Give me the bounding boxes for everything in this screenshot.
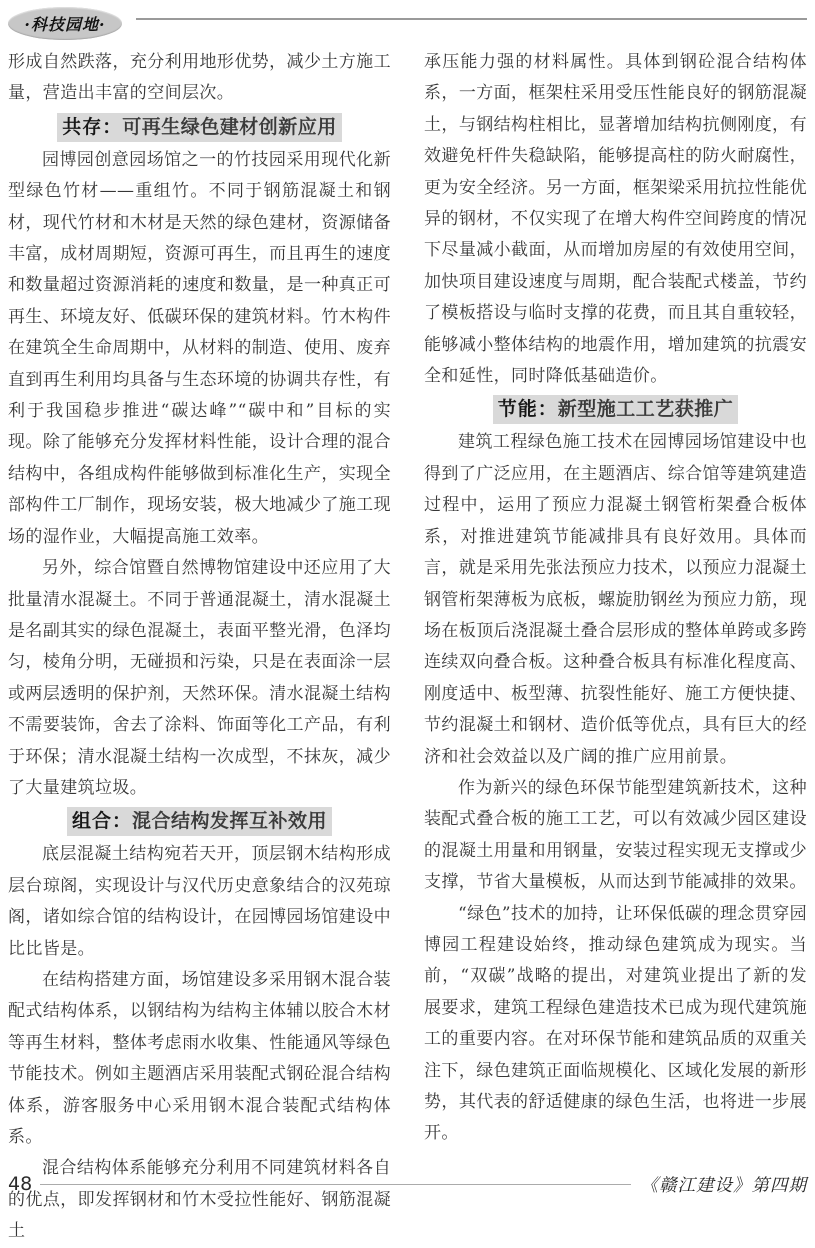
header-rule bbox=[136, 18, 807, 20]
paragraph: 形成自然跌落，充分利用地形优势，减少土方施工量，营造出丰富的空间层次。 bbox=[8, 52, 391, 104]
paragraph: “绿色”技术的加持，让环保低碳的理念贯穿园博园工程建设始终，推动绿色建筑成为现实。当前，“双碳”战略的提出，对建筑业提出了新的发展要求，建筑工程绿色建造技术已成为现代建筑施工的重要内容。在对环保节能和建筑品质的双重关注下，绿色建筑正面临规模化、区域化发展的新形势，其代表的舒适健康的绿色生活，也将进一步展开。 bbox=[424, 903, 807, 1144]
section-heading-energy bbox=[424, 394, 807, 425]
paragraph: 另外，综合馆暨自然博物馆建设中还应用了大批量清水混凝土。不同于普通混凝土，清水混凝土是名副其实的绿色混凝土，表面平整光滑，色泽均匀，棱角分明，无碰损和污染，只是在表面涂一层或两层透明的保护剂，天然环保。清水混凝土结构不需要装饰，舍去了涂料、饰面等化工产品，有利于环保；清水混凝土结构一次成型，不抹灰，减少了大量建筑垃圾。 bbox=[8, 558, 391, 798]
heading-title: 新型施工工艺获推广 bbox=[557, 398, 734, 421]
heading-title: 混合结构发挥互补效用 bbox=[132, 810, 328, 833]
paragraph: 在结构搭建方面，场馆建设多采用钢木混合装配式结构体系，以钢结构为结构主体辅以胶合木材等再生材料，整体考虑雨水收集、性能通风等绿色节能技术。例如主题酒店采用装配式钢砼混合结构体系，游客服务中心采用钢木混合装配式结构体系。 bbox=[8, 969, 391, 1147]
heading-prefix: 节能： bbox=[497, 398, 558, 421]
paragraph: 建筑工程绿色施工技术在园博园场馆建设中也得到了广泛应用，在主题酒店、综合馆等建筑建造过程中，运用了预应力混凝土钢管桁架叠合板体系，对推进建筑节能减排具有良好效用。具体而言，就是采用先张法预应力技术，以预应力混凝土钢管桁架薄板为底板，螺旋肋钢丝为预应力筋，现场在板顶后浇混凝土叠合层形成的整体单跨或多跨连续双向叠合板。这种叠合板具有标准化程度高、刚度适中、板型薄、抗裂性能好、施工方便快捷、节约混凝土和钢材、造价低等优点，具有巨大的经济和社会效益以及广阔的推广应用前景。 bbox=[424, 432, 807, 767]
page-footer bbox=[8, 1172, 807, 1196]
heading-highlight bbox=[493, 395, 739, 424]
section-badge: ·科技园地· bbox=[8, 7, 122, 40]
page-header bbox=[8, 4, 807, 42]
page-number: 48 bbox=[8, 1173, 33, 1195]
footer-rule bbox=[40, 1184, 630, 1185]
paragraph: 承压能力强的材料属性。具体到钢砼混合结构体系，一方面，框架柱采用受压性能良好的钢筋混凝土，与钢结构柱相比，显著增加结构抗侧刚度，有效避免杆件失稳缺陷，能够提高柱的防火耐腐性，更为安全经济。另一方面，框架梁采用抗拉性能优异的钢材，不仅实现了在增大构件空间跨度的情况下尽量减小截面，从而增加房屋的有效使用空间，加快项目建设速度与周期，配合装配式楼盖，节约了模板搭设与临时支撑的花费，而且其自重较轻，能够减小整体结构的地震作用，增加建筑的抗震安全和延性，同时降低基础造价。 bbox=[424, 52, 807, 387]
paragraph: 底层混凝土结构宛若天开，顶层钢木结构形成层台琼阁，实现设计与汉代历史意象结合的汉苑琼阁，诸如综合馆的结构设计，在园博园场馆建设中比比皆是。 bbox=[8, 844, 391, 959]
text-columns bbox=[8, 47, 807, 1248]
heading-highlight bbox=[67, 807, 332, 836]
section-heading-coexist bbox=[8, 112, 391, 143]
heading-title: 可再生绿色建材创新应用 bbox=[122, 115, 337, 138]
heading-prefix: 共存： bbox=[62, 115, 123, 138]
heading-prefix: 组合： bbox=[71, 810, 132, 833]
heading-highlight bbox=[57, 113, 342, 142]
right-column bbox=[424, 47, 807, 1248]
journal-title: 《赣江建设》第四期 bbox=[640, 1175, 807, 1196]
paragraph: 作为新兴的绿色环保节能型建筑新技术，这种装配式叠合板的施工工艺，可以有效减少园区建设的混凝土用量和用钢量，安装过程实现无支撑或少支撑，节省大量模板，从而达到节能减排的效果。 bbox=[424, 777, 807, 893]
paragraph: 园博园创意园场馆之一的竹技园采用现代化新型绿色竹材——重组竹。不同于钢筋混凝土和钢材，现代竹材和木材是天然的绿色建材，资源储备丰富，成材周期短，资源可再生，而且再生的速度和数量超过资源消耗的速度和数量，是一种真正可再生、环境友好、低碳环保的建筑材料。竹木构件在建筑全生命周期中，从材料的制造、使用、废弃直到再生利用均具备与生态环境的协调共存性，有利于我国稳步推进“碳达峰”“碳中和”目标的实现。除了能够充分发挥材料性能，设计合理的混合结构中，各组成构件能够做到标准化生产，实现全部构件工厂制作，现场安装，极大地减少了施工现场的湿作业，大幅提高施工效率。 bbox=[8, 149, 391, 547]
section-heading-combine bbox=[8, 806, 391, 837]
left-column bbox=[8, 47, 391, 1248]
paragraph: 混合结构体系能够充分利用不同建筑材料各自的优点，即发挥钢材和竹木受拉性能好、钢筋混凝土 bbox=[8, 1158, 391, 1242]
